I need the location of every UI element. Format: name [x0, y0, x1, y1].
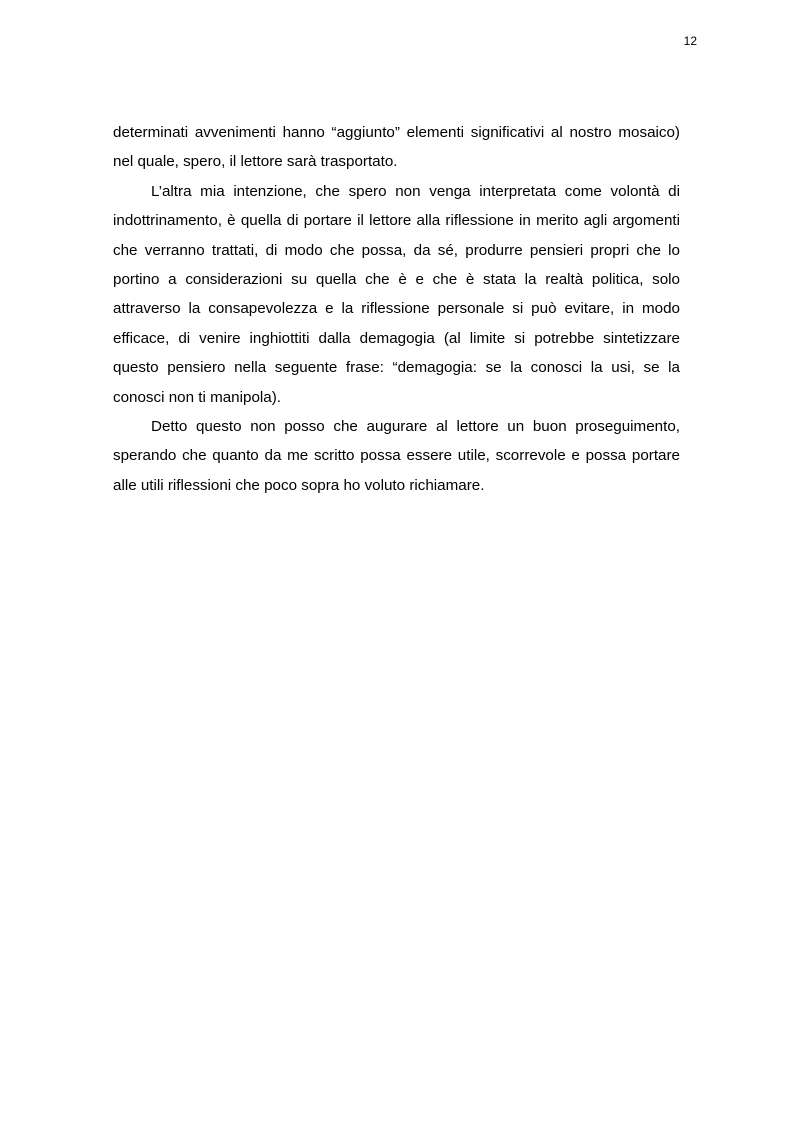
paragraph-intention: L’altra mia intenzione, che spero non venga interpretata come volontà di indottrinamento, è quella di portare il lettore alla riflessione in merito agli argomenti che verranno trattati, di modo che possa, da sé, produrre pensieri propri che lo portino a considerazioni su quella che è e che è stata la realtà politica, solo attraverso la consapevolezza e la riflessione personale si può evitare, in modo efficace, di venire inghiottiti dalla demagogia (al limite si potrebbe sintetizzare questo pensiero nella seguente frase: “demagogia: se la conosci la usi, se la conosci non ti manipola). — [113, 182, 680, 406]
paragraph-continuation: determinati avvenimenti hanno “aggiunto” elementi significativi al nostro mosaico) nel quale, spero, il lettore sarà trasportato. — [113, 124, 680, 171]
paragraph-closing: Detto questo non posso che augurare al lettore un buon proseguimento, sperando che quanto da me scritto possa essere utile, scorrevole e possa portare alle utili riflessioni che poco sopra ho voluto richiamare. — [113, 418, 680, 494]
body-text — [113, 118, 680, 500]
page-number: 12 — [683, 34, 697, 48]
